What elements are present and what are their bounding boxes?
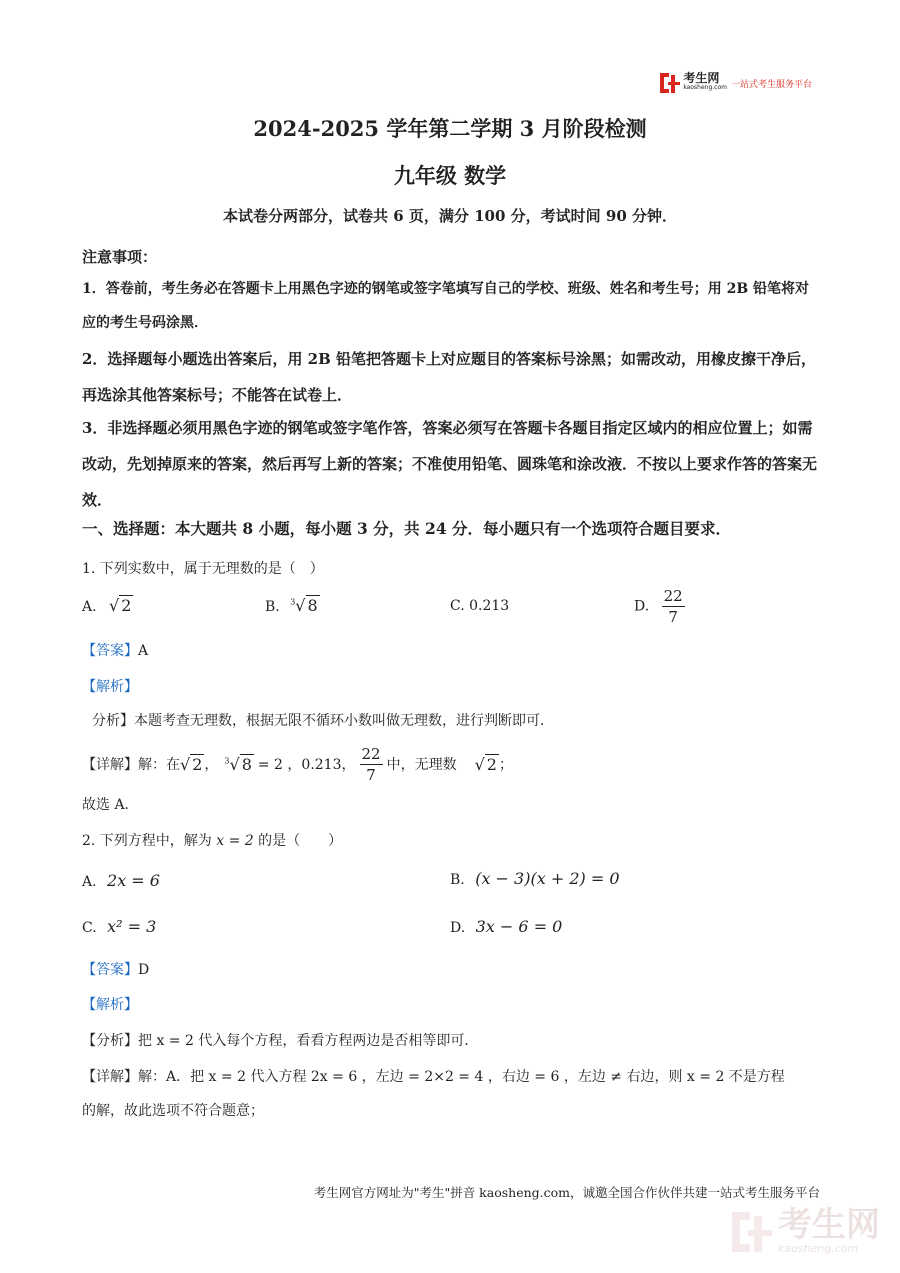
exam-intro: 本试卷分两部分，试卷共 6 页，满分 100 分，考试时间 90 分钟． <box>223 207 677 225</box>
watermark-icon <box>732 1212 772 1252</box>
q1-conclusion: 故选 A． <box>82 797 139 813</box>
watermark-text: 考生网 <box>778 1205 880 1245</box>
watermark <box>732 1205 880 1255</box>
q2-stem: 2. 下列方程中，解为 x = 2 的是（ ） <box>82 833 343 849</box>
watermark-url: kaosheng.com <box>778 1242 859 1255</box>
q1-analysis-tag: 【解析】 <box>82 679 138 695</box>
q2-fenxi: 【分析】把 x = 2 代入每个方程，看看方程两边是否相等即可． <box>82 1033 479 1049</box>
q2-option-c: C. x² = 3 <box>82 917 157 936</box>
logo-name: 考生网 <box>683 71 720 85</box>
logo-slogan: 一站式考生服务平台 <box>730 79 812 90</box>
q2-option-b: B. (x − 3)(x + 2) = 0 <box>450 869 620 888</box>
page-footer: 考生网官方网址为"考生"拼音 kaosheng.com，诚邀全国合作伙伴共建一站式考生服务平台 <box>313 1185 820 1200</box>
exam-subtitle: 九年级 数学 <box>393 163 507 188</box>
q1-option-c: C. 0.213 <box>450 598 510 614</box>
q1-analysis: 分析】本题考查无理数，根据无限不循环小数叫做无理数，进行判断即可． <box>92 713 554 729</box>
q1-option-b: B. $^3$√ 8 <box>265 596 318 615</box>
q2-option-a: A. 2x = 6 <box>82 871 160 890</box>
note-2: 2．选择题每小题选出答案后，用 2B 铅笔把答题卡上对应题目的答案标号涂黑；如需改动，用橡皮擦干净后，再选涂其他答案标号；不能答在试卷上． <box>82 350 817 404</box>
section-heading: 一、选择题：本大题共 8 小题，每小题 3 分，共 24 分．每小题只有一个选项符合题目要求． <box>82 519 732 538</box>
q2-detail-cont: 的解，故此选项不符合题意； <box>82 1103 264 1119</box>
exam-title: 2024-2025 学年第二学期 3 月阶段检测 <box>253 116 647 141</box>
note-3: 3．非选择题必须用黑色字迹的钢笔或签字笔作答，答案必须写在答题卡各题目指定区域内的相应位置上；如需改动，先划掉原来的答案，然后再写上新的答案；不准使用铅笔、圆珠笔和涂改液．不按以上要求作答的答案无效． <box>82 419 818 509</box>
q2-answer: 【答案】D <box>82 962 150 978</box>
logo-url: kaosheng.com <box>683 84 727 91</box>
q2-analysis-tag: 【解析】 <box>82 997 138 1013</box>
q1-stem: 1. 下列实数中，属于无理数的是（ ） <box>82 561 324 577</box>
q2-detail: 【详解】解：A．把 x = 2 代入方程 2x = 6 ，左边 = 2×2 = 4 ，右边 = 6 ，左边 ≠ 右边，则 x = 2 不是方程 <box>82 1069 785 1085</box>
note-1: 1．答卷前，考生务必在答题卡上用黑色字迹的钢笔或签字笔填写自己的学校、班级、姓名和考生号；用 2B 铅笔将对应的考生号码涂黑． <box>82 281 810 331</box>
q1-option-a: A. √ 2 <box>82 596 132 615</box>
q2-option-d: D. 3x − 6 = 0 <box>450 917 563 936</box>
q1-option-d: D. $\frac{22}{7}$ <box>634 587 683 626</box>
q1-detail: 【详解】 解：在 √ 2 ， $^3$√ 8 = 2 ，0.213， $\frac{22}{7}$ 中，无理数 √ 2 ； <box>82 744 513 784</box>
q1-answer: 【答案】A <box>82 643 149 659</box>
site-logo[interactable] <box>660 72 812 94</box>
logo-icon <box>660 73 680 93</box>
notes-heading: 注意事项： <box>82 248 158 266</box>
